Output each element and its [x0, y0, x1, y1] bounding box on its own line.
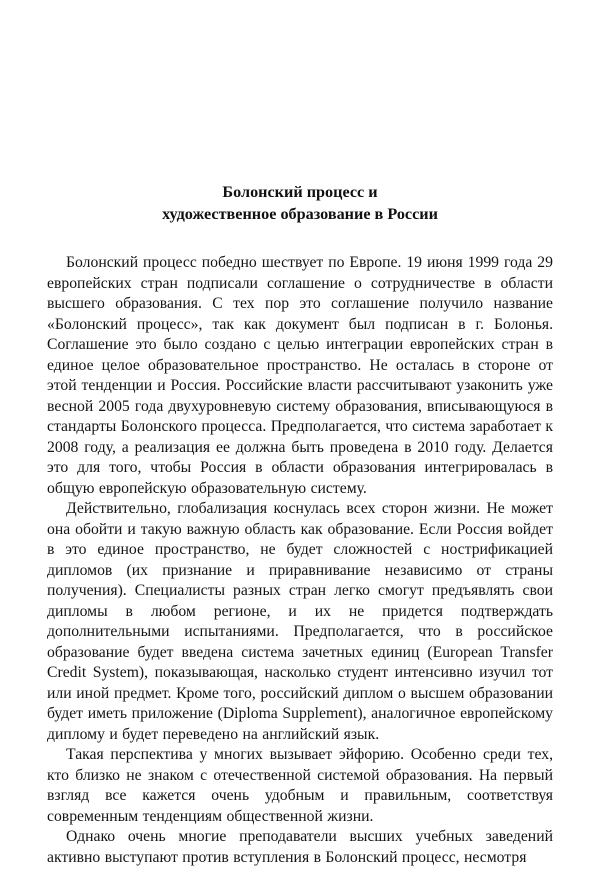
- paragraph-4: Однако очень многие преподаватели высших учебных заведений активно выступают против вступления в Болонский процесс, несмотря: [47, 828, 553, 866]
- body-text: [47, 253, 553, 868]
- page-title: [47, 181, 553, 225]
- page-title-line-1: Болонский процесс и: [222, 183, 378, 201]
- page-title-line-2: художественное образование в России: [162, 205, 438, 223]
- paragraph-3: Такая перспектива у многих вызывает эйфорию. Особенно среди тех, кто близко не знаком с отечественной системой образования. На первый взгляд все кажется очень удобным и правильным, соответствуя современным тенденциям общественной жизни.: [47, 746, 553, 825]
- paragraph-2: Действительно, глобализация коснулась всех сторон жизни. Не может она обойти и такую важную область как образование. Если Россия войдет в это единое пространство, не будет сложностей с нострификацией дипломов (их признание и приравнивание независимо от страны получения). Специалисты разных стран легко смогут предъявлять свои дипломы в любом регионе, и их не придется подтверждать дополнительными испытаниями. Предполагается, что в российское образование будет введена система зачетных единиц (European Transfer Credit System), показывающая, насколько студент интенсивно изучил тот или иной предмет. Кроме того, российский диплом о высшем образовании будет иметь приложение (Diploma Supplement), аналогичное европейскому диплому и будет переведено на английский язык.: [47, 500, 553, 743]
- paragraph-1: Болонский процесс победно шествует по Европе. 19 июня 1999 года 29 европейских стран подписали соглашение о сотрудничестве в области высшего образования. С тех пор это соглашение получило название «Болонский процесс», так как документ был подписан в г. Болонья. Соглашение это было создано с целью интеграции европейских стран в единое целое образовательное пространство. Не осталась в стороне от этой тенденции и Россия. Российские власти рассчитывают узаконить уже весной 2005 года двухуровневую систему образования, вписывающуюся в стандарты Болонского процесса. Предполагается, что система заработает к 2008 году, а реализация ее должна быть проведена в 2010 году. Делается это для того, чтобы Россия в области образования интегрировалась в общую европейскую образовательную систему.: [47, 254, 553, 497]
